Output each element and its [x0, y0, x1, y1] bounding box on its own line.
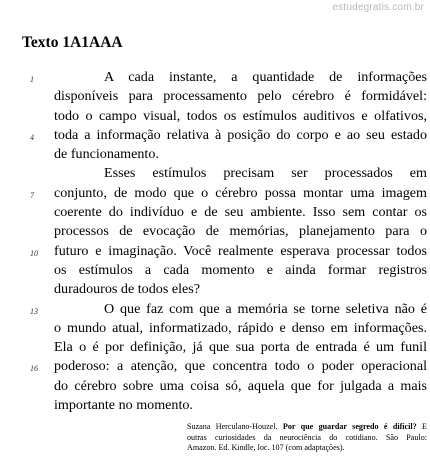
- text-line: [0, 300, 430, 319]
- citation-line: [187, 422, 427, 433]
- text-line: [0, 145, 430, 164]
- line-number: 13: [30, 306, 38, 316]
- text-line: [0, 87, 430, 106]
- text-line: [0, 280, 430, 299]
- text-line: [0, 126, 430, 145]
- text-line: [0, 377, 430, 396]
- text-body: [0, 68, 430, 415]
- text-line: [0, 222, 430, 241]
- text-line: [0, 338, 430, 357]
- line-text: Esses estímulos precisam ser processados em: [104, 165, 427, 182]
- line-number: 1: [30, 75, 34, 84]
- line-text: Ela o é por definição, já que sua porta de entrada é um funil: [54, 339, 427, 356]
- line-number: 16: [30, 364, 38, 374]
- text-line: [0, 242, 430, 261]
- line-text: toda a informação relativa à posição do corpo e ao seu estado: [54, 126, 427, 143]
- text-line: [0, 203, 430, 222]
- text-line: [0, 357, 430, 376]
- line-text: disponíveis para processamento pelo cérebro é formidável:: [54, 88, 427, 105]
- line-text: processos de evocação de memórias, planejamento para o: [54, 223, 427, 240]
- line-number: 7: [30, 190, 34, 200]
- line-text: todo o campo visual, todos os estímulos auditivos e olfativos,: [54, 107, 427, 124]
- line-text: A cada instante, a quantidade de informações: [104, 69, 427, 85]
- line-text: importante no momento.: [54, 397, 193, 414]
- line-text: de funcionamento.: [54, 146, 159, 163]
- citation-author: Suzana Herculano-Houzel.: [187, 422, 278, 431]
- text-line: [0, 107, 430, 126]
- line-text: conjunto, de modo que o cérebro possa montar uma imagem: [54, 184, 427, 201]
- citation-book-title: Por que guardar segredo é difícil?: [282, 422, 417, 431]
- line-number: 10: [30, 248, 38, 258]
- line-text: o mundo atual, informatizado, rápido e denso em informações.: [54, 319, 427, 336]
- citation-line: outras curiosidades da neurociência do cotidiano. São Paulo:: [187, 432, 427, 442]
- line-text: coerente do indivíduo e de seu ambiente. Isso sem contar os: [54, 204, 427, 221]
- text-line: [0, 184, 430, 203]
- text-line: [0, 164, 430, 183]
- text-line: [0, 396, 430, 415]
- text-line: [0, 319, 430, 338]
- line-text: os estímulos a cada momento e ainda formar registros: [54, 261, 427, 278]
- watermark-text: estudegratis.com.br: [332, 2, 424, 13]
- line-text: O que faz com que a memória se torne seletiva não é: [104, 300, 427, 317]
- line-text: poderoso: a atenção, que concentra todo o poder operacional: [54, 358, 427, 375]
- citation-text: E: [422, 422, 427, 431]
- citation-line: Amazon. Ed. Kindle, loc. 107 (com adaptações).: [187, 443, 345, 453]
- text-line: [0, 68, 430, 87]
- source-citation: [187, 422, 427, 454]
- line-text: do cérebro sobre uma coisa só, aquela que for julgada a mais: [54, 377, 427, 394]
- line-number: 4: [30, 132, 34, 142]
- text-line: [0, 261, 430, 280]
- text-title: Texto 1A1AAA: [22, 34, 123, 51]
- line-text: futuro e imaginação. Você realmente esperava processar todos: [54, 242, 427, 259]
- line-text: duradouros de todos eles?: [54, 281, 200, 298]
